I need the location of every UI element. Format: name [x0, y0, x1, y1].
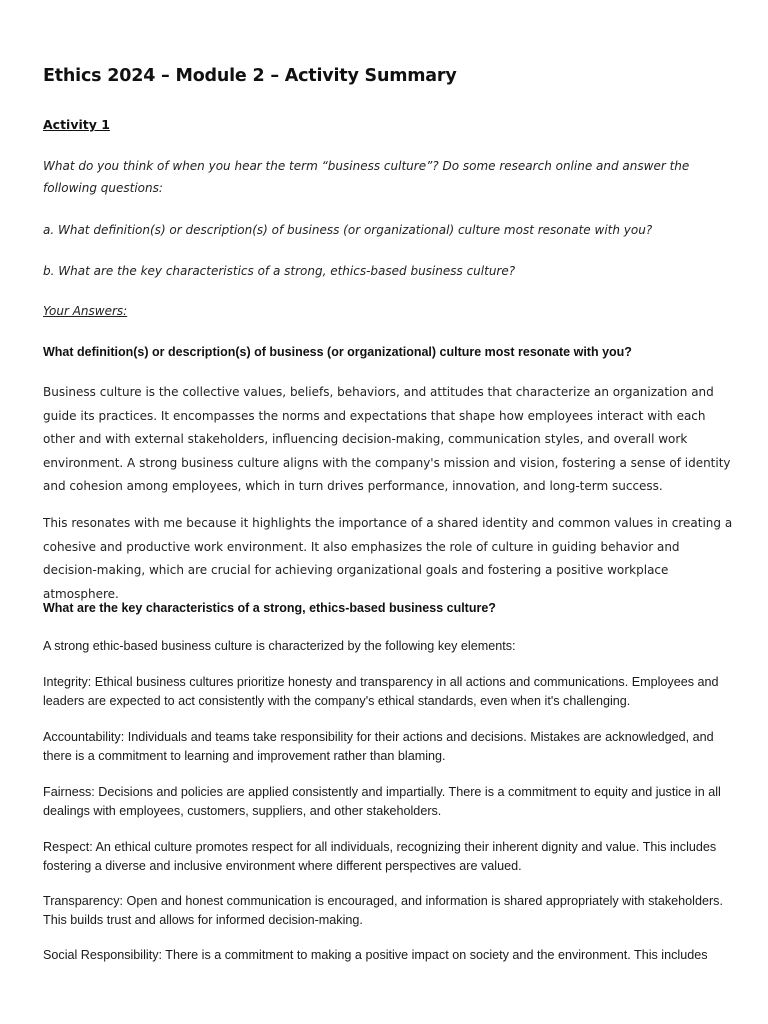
activity-prompt: What do you think of when you hear the term “business culture”? Do some research online and answer the following questions: [43, 159, 690, 195]
characteristic-accountability: Accountability: Individuals and teams take responsibility for their actions and decisions. Mistakes are acknowledged, and there is a commitment to learning and improvement rather than blaming. [43, 730, 714, 763]
characteristic-social-responsibility: Social Responsibility: There is a commitment to making a positive impact on society and the environment. This includes [43, 948, 708, 962]
answer-resonance-paragraph: This resonates with me because it highlights the importance of a shared identity and common values in creating a cohesive and productive work environment. It also emphasizes the role of culture in guiding behavior and decision-making, which are crucial for achieving organizational goals and fostering a positive workplace atmosphere. [43, 516, 733, 601]
characteristic-transparency: Transparency: Open and honest communication is encouraged, and information is shared appropriately with stakeholders. This builds trust and allows for informed decision-making. [43, 894, 723, 927]
characteristic-fairness: Fairness: Decisions and policies are applied consistently and impartially. There is a commitment to equity and justice in all dealings with employees, customers, suppliers, and other stakeholders. [43, 785, 721, 818]
answer-definition-paragraph: Business culture is the collective values, beliefs, behaviors, and attitudes that characterize an organization and guide its practices. It encompasses the norms and expectations that shape how employees interact with each other and with external stakeholders, influencing decision-making, communication styles, and overall work environment. A strong business culture aligns with the company's mission and vision, fostering a sense of identity and cohesion among employees, which in turn drives performance, innovation, and long-term success. [43, 385, 731, 494]
characteristics-intro: A strong ethic-based business culture is characterized by the following key elements: [43, 639, 516, 653]
characteristic-respect: Respect: An ethical culture promotes respect for all individuals, recognizing their inherent dignity and value. This includes fostering a diverse and inclusive environment where different perspectives are valued. [43, 840, 717, 873]
question-b: b. What are the key characteristics of a strong, ethics-based business culture? [43, 264, 516, 278]
activity-label: Activity 1 [43, 117, 110, 132]
answer-heading-characteristics: What are the key characteristics of a strong, ethics-based business culture? [43, 601, 496, 615]
answer-heading-definition: What definition(s) or description(s) of business (or organizational) culture most resonate with you? [43, 345, 632, 359]
characteristic-integrity: Integrity: Ethical business cultures prioritize honesty and transparency in all actions and communications. Employees and leaders are expected to act consistently with the company's ethical standards, even when it's challenging. [43, 675, 719, 708]
question-a: a. What definition(s) or description(s) of business (or organizational) culture most resonate with you? [43, 223, 653, 237]
your-answers-label: Your Answers: [43, 304, 128, 318]
document-title: Ethics 2024 – Module 2 – Activity Summary [43, 66, 457, 86]
